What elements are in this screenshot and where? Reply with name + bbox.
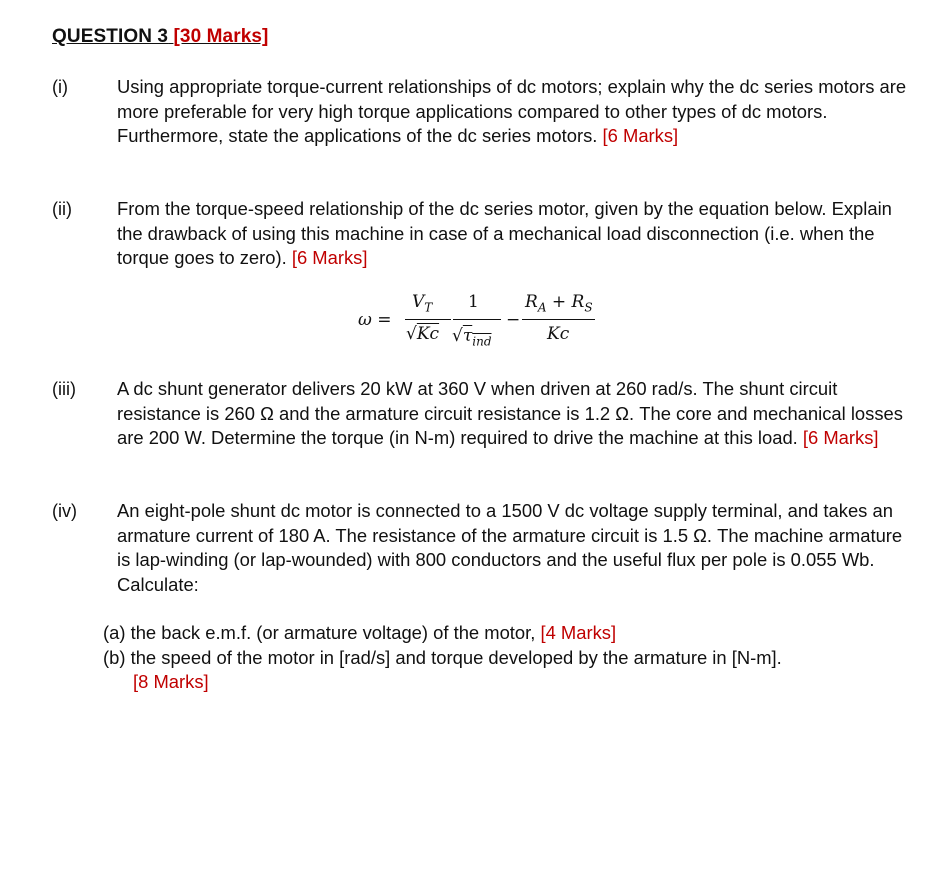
part-body: A dc shunt generator delivers 20 kW at 360 V when driven at 260 rad/s. The shunt circuit resistance is 260 Ω and the armature circuit resistance is 1.2 Ω. The core and mechanical losses are 200 W. Determine the torque (in N-m) required to drive the machine at this load. (117, 378, 903, 448)
eq-sqrt-tau: $√\tau_{ind}$ (452, 326, 492, 349)
eq-minus: − (506, 310, 521, 330)
subquestion-marks: [4 Marks] (540, 622, 617, 643)
question-total-marks: [30 Marks] (173, 26, 269, 47)
eq-numerator: $R_A + R_S$ (525, 292, 593, 315)
part-marks: [6 Marks] (602, 125, 679, 146)
eq-lhs: ω = (358, 310, 392, 330)
eq-vt: $V_T$ (412, 292, 433, 315)
part-number: (i) (52, 77, 68, 97)
part-number: (iii) (52, 379, 76, 399)
subquestion-a (103, 621, 903, 646)
subquestion-b (103, 646, 903, 671)
part-body: An eight-pole shunt dc motor is connected to a 1500 V dc voltage supply terminal, and takes an armature current of 180 A. The resistance of the armature circuit is 1.5 Ω. The machine armature is lap-winding (or lap-wounded) with 800 conductors and the useful flux per pole is 0.055 Wb. Calculate: (117, 500, 903, 595)
eq-fraction-bar (522, 319, 595, 320)
eq-fraction-bar (405, 319, 451, 320)
part-text (117, 75, 912, 149)
eq-fraction-bar (453, 319, 501, 320)
torque-speed-equation (350, 288, 610, 358)
part-body: From the torque-speed relationship of the dc series motor, given by the equation below. Explain the drawback of using this machine in case of a mechanical load disconnection (i.e. when the torque goes to zero). (117, 198, 892, 268)
part-text (117, 197, 912, 271)
question-title: QUESTION 3 (52, 26, 169, 47)
part-body: Using appropriate torque-current relationships of dc motors; explain why the dc series motors are more preferable for very high torque applications compared to other types of dc motors. Furthermore, state the applications of the dc series motors. (117, 76, 907, 146)
eq-one: 1 (468, 292, 479, 312)
part-number: (iv) (52, 501, 77, 521)
part-text (117, 499, 912, 597)
eq-kc: Kc (547, 324, 570, 344)
subquestion-b-marks: [8 Marks] (133, 671, 209, 692)
part-marks: [6 Marks] (291, 247, 368, 268)
subquestion-text: (b) the speed of the motor in [rad/s] and torque developed by the armature in [N-m]. (103, 647, 782, 668)
eq-sqrt-kc: √Kc (406, 324, 440, 344)
subquestion-text: (a) the back e.m.f. (or armature voltage) of the motor, (103, 622, 536, 643)
part-number: (ii) (52, 199, 72, 219)
part-text (117, 377, 912, 451)
question-heading (52, 26, 268, 48)
part-marks: [6 Marks] (802, 427, 879, 448)
